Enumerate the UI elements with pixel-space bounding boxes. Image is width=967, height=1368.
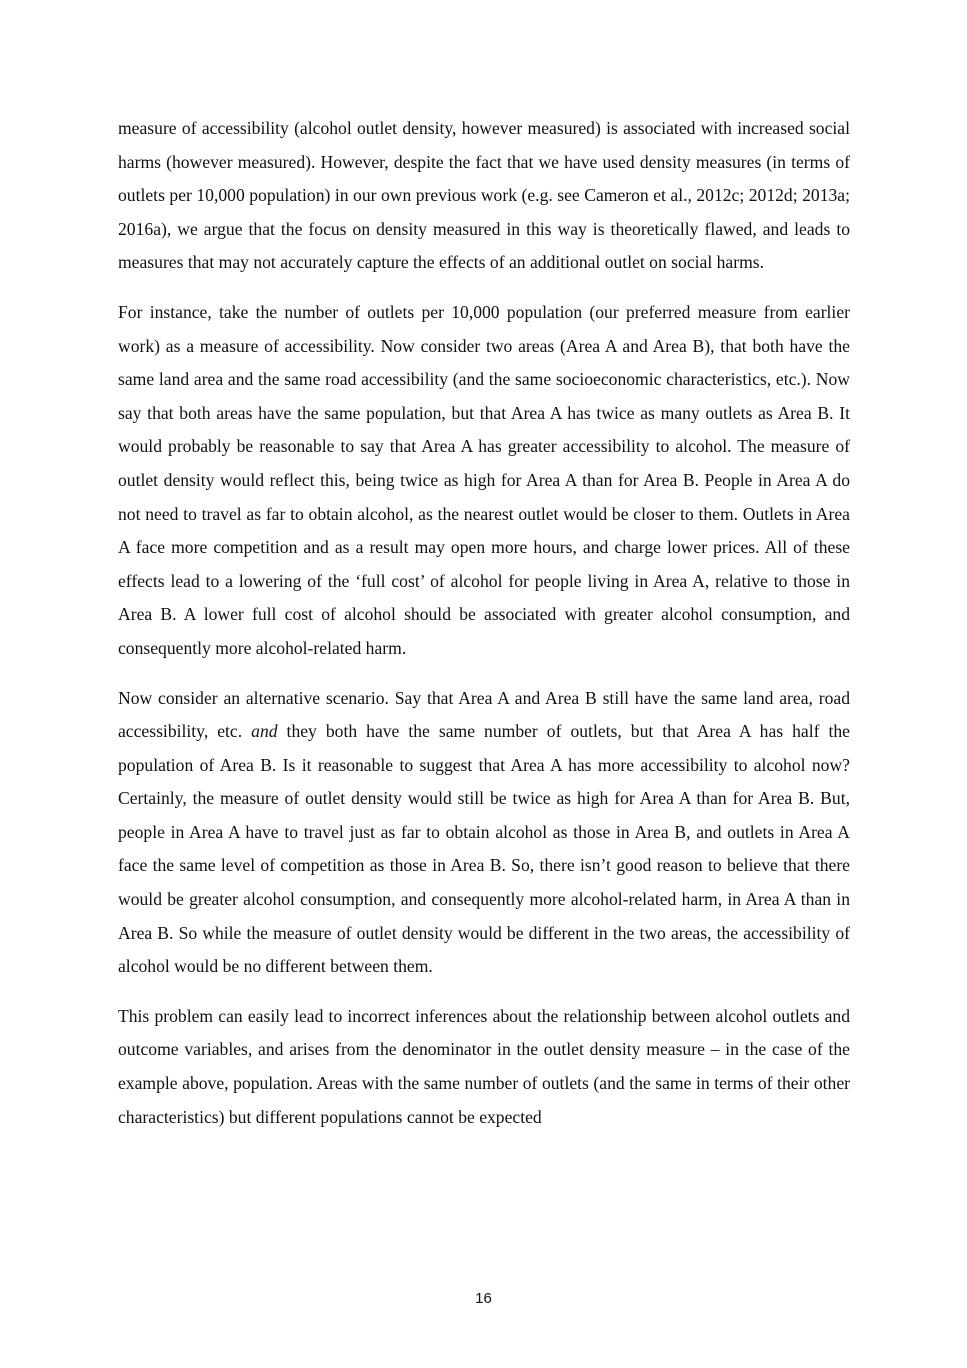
paragraph-2-text: For instance, take the number of outlets per 10,000 population (our preferred measure from earlier work) as a measure of accessibility. Now consider two areas (Area A and Area B), that both have the same land area and the same road accessibility (and the same socioeconomic characteristics, etc.). Now say that both areas have the same population, but that Area A has twice as many outlets as Area B. It would probably be reasonable to say that Area A has greater accessibility to alcohol. The measure of outlet density would reflect this, being twice as high for Area A than for Area B. People in Area A do not need to travel as far to obtain alcohol, as the nearest outlet would be closer to them. Outlets in Area A face more competition and as a result may open more hours, and charge lower prices. All of these effects lead to a lowering of the ‘full cost’ of alcohol for people living in Area A, relative to those in Area B. A lower full cost of alcohol should be associated with greater alcohol consumption, and consequently more alcohol-related harm. <box>118 301 850 658</box>
paragraph-3-emphasis: and <box>251 721 278 742</box>
paragraph-4 <box>118 1000 850 1134</box>
paragraph-4-text: This problem can easily lead to incorrect inferences about the relationship between alcohol outlets and outcome variables, and arises from the denominator in the outlet density measure – in the case of the example above, population. Areas with the same number of outlets (and the same in terms of their other characteristics) but different populations cannot be expected <box>118 1005 850 1127</box>
page-body <box>118 112 850 1150</box>
paragraph-3 <box>118 682 850 984</box>
page-number: 16 <box>475 1290 492 1307</box>
paragraph-1 <box>118 112 850 280</box>
paragraph-1-text: measure of accessibility (alcohol outlet density, however measured) is associated with increased social harms (however measured). However, despite the fact that we have used density measures (in terms of outlets per 10,000 population) in our own previous work (e.g. see Cameron et al., 2012c; 2012d; 2013a; 2016a), we argue that the focus on density measured in this way is theoretically flawed, and leads to measures that may not accurately capture the effects of an additional outlet on social harms. <box>118 118 850 273</box>
paragraph-3-text-start: Now consider an alternative scenario. Say that Area A and Area B still have the same land area, road accessibility, etc. <box>118 687 850 742</box>
paragraph-2 <box>118 296 850 666</box>
paragraph-3-text-end: they both have the same number of outlets, but that Area A has half the population of Area B. Is it reasonable to suggest that Area A has more accessibility to alcohol now? Certainly, the measure of outlet density would still be twice as high for Area A than for Area B. But, people in Area A have to travel just as far to obtain alcohol as those in Area B, and outlets in Area A face the same level of competition as those in Area B. So, there isn’t good reason to believe that there would be greater alcohol consumption, and consequently more alcohol-related harm, in Area A than in Area B. So while the measure of outlet density would be different in the two areas, the accessibility of alcohol would be no different between them. <box>118 721 850 977</box>
